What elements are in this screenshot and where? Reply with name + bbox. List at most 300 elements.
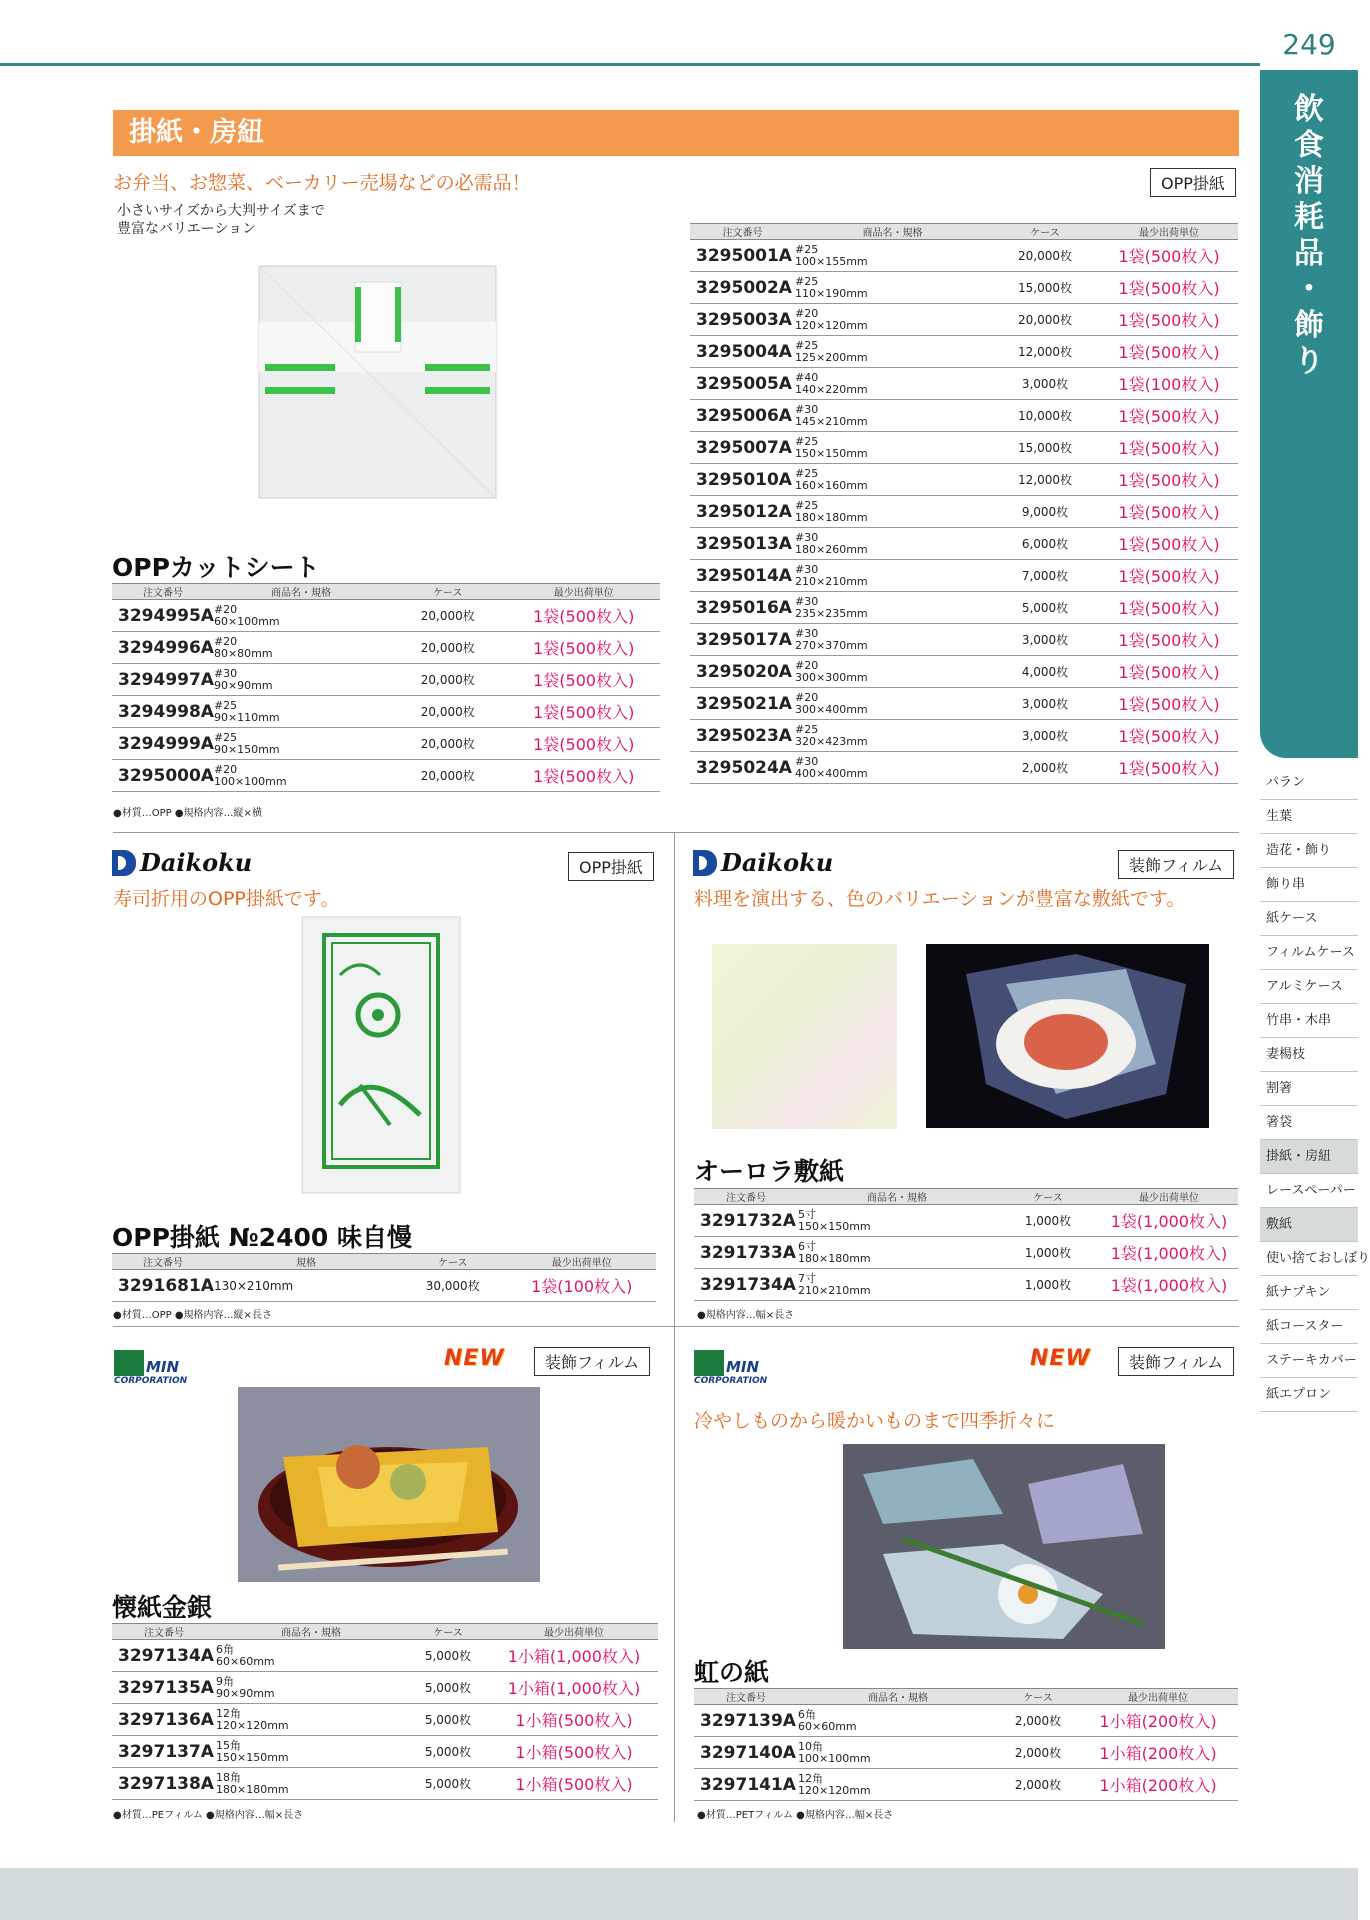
- kaishi-image: [238, 1387, 540, 1582]
- min-shipping-unit: 1小箱(500枚入): [490, 1704, 658, 1736]
- daikoku-mark-icon: [693, 850, 717, 876]
- min-shipping-unit: 1小箱(1,000枚入): [490, 1640, 658, 1672]
- spec-size: 100×155mm: [795, 254, 868, 268]
- spec-size: 300×400mm: [795, 702, 868, 716]
- spec: [795, 560, 990, 592]
- table-row: [690, 656, 1238, 688]
- category-item[interactable]: フィルムケース: [1260, 936, 1358, 970]
- order-code: 3297139A: [694, 1705, 798, 1737]
- spec: [216, 1736, 406, 1768]
- order-code: 3291734A: [694, 1269, 798, 1301]
- min-shipping-unit: 1袋(500枚入): [507, 632, 660, 664]
- opp-cut-note: ●材質…OPP ●規格内容…縦×横: [113, 808, 262, 819]
- min-shipping-unit: 1袋(500枚入): [1100, 752, 1238, 784]
- spec: [798, 1205, 996, 1237]
- category-list: [1260, 766, 1370, 1412]
- niji-note: ●材質…PETフィルム ●規格内容…幅×長さ: [697, 1810, 894, 1821]
- min-shipping-unit: 1小箱(500枚入): [490, 1736, 658, 1768]
- table-row: [112, 760, 660, 792]
- spec: [795, 272, 990, 304]
- table-header: 最少出荷単位: [1100, 224, 1238, 240]
- spec: [795, 400, 990, 432]
- spec-size: 60×100mm: [213, 614, 280, 628]
- table-row: [690, 432, 1238, 464]
- niji-tagline: 冷やしものから暖かいものまで四季折々に: [694, 1410, 1056, 1432]
- spec: [798, 1705, 998, 1737]
- order-code: 3295012A: [690, 496, 795, 528]
- table-header: ケース: [998, 1689, 1078, 1705]
- category-item[interactable]: レースペーパー: [1260, 1174, 1358, 1208]
- order-code: 3294995A: [112, 600, 214, 632]
- case-qty: 12,000枚: [990, 336, 1100, 368]
- category-item[interactable]: 飾り串: [1260, 868, 1358, 902]
- min-shipping-unit: 1袋(500枚入): [1100, 240, 1238, 272]
- order-code: 3294998A: [112, 696, 214, 728]
- order-code: 3294999A: [112, 728, 214, 760]
- order-code: 3295021A: [690, 688, 795, 720]
- order-code: 3295004A: [690, 336, 795, 368]
- spec-size: 180×180mm: [798, 1251, 871, 1265]
- opp-cut-tagline: お弁当、お惣菜、ベーカリー売場などの必需品！: [113, 172, 531, 194]
- table-row: [694, 1737, 1238, 1769]
- spec: [795, 656, 990, 688]
- min-shipping-unit: 1袋(500枚入): [1100, 432, 1238, 464]
- table-row: [690, 336, 1238, 368]
- order-code: 3295014A: [690, 560, 795, 592]
- spec: [214, 696, 388, 728]
- case-qty: 5,000枚: [406, 1736, 490, 1768]
- min-shipping-unit: 1袋(500枚入): [507, 696, 660, 728]
- case-qty: 20,000枚: [388, 728, 507, 760]
- spec-grade: #30: [795, 626, 819, 640]
- table-header: 最少出荷単位: [1078, 1689, 1238, 1705]
- case-qty: 5,000枚: [406, 1640, 490, 1672]
- min-shipping-unit: 1袋(500枚入): [1100, 688, 1238, 720]
- kaishi-tag: 装飾フィルム: [534, 1347, 650, 1376]
- spec-size: 90×90mm: [213, 678, 273, 692]
- table-header: ケース: [996, 1189, 1100, 1205]
- case-qty: 3,000枚: [990, 688, 1100, 720]
- order-code: 3297134A: [112, 1640, 216, 1672]
- spec-size: 140×220mm: [795, 382, 868, 396]
- spec-size: 160×160mm: [795, 478, 868, 492]
- table-row: [112, 1736, 658, 1768]
- spec-grade: #25: [795, 338, 819, 352]
- table-row: [694, 1705, 1238, 1737]
- min-mark-icon: [114, 1350, 144, 1376]
- kaishi-note: ●材質…PEフィルム ●規格内容…幅×長さ: [113, 1810, 304, 1821]
- min-shipping-unit: 1袋(1,000枚入): [1100, 1237, 1238, 1269]
- opp-cut-table-left: [112, 583, 660, 792]
- opp2400-tagline: 寿司折用のOPP掛紙です。: [113, 888, 340, 910]
- table-header: 商品名・規格: [216, 1624, 406, 1640]
- category-item[interactable]: 紙ナプキン: [1260, 1276, 1358, 1310]
- min-shipping-unit: 1小箱(200枚入): [1078, 1705, 1238, 1737]
- spec-grade: #30: [795, 402, 819, 416]
- opp-cut-table-right: [690, 223, 1238, 784]
- category-item[interactable]: ステーキカバー: [1260, 1344, 1358, 1378]
- category-item[interactable]: 紙ケース: [1260, 902, 1358, 936]
- order-code: 3291732A: [694, 1205, 798, 1237]
- min-shipping-unit: 1袋(500枚入): [507, 728, 660, 760]
- spec-size: 180×180mm: [795, 510, 868, 524]
- order-code: 3297141A: [694, 1769, 798, 1801]
- order-code: 3295023A: [690, 720, 795, 752]
- category-item[interactable]: 使い捨ておしぼり: [1260, 1242, 1358, 1276]
- spec-size: 210×210mm: [795, 574, 868, 588]
- spec-size: 235×235mm: [795, 606, 868, 620]
- min-logo-right: MIN CORPORATION: [694, 1350, 784, 1386]
- spec-grade: 5寸: [798, 1207, 816, 1221]
- min-shipping-unit: 1袋(100枚入): [507, 1270, 656, 1302]
- order-code: 3295000A: [112, 760, 214, 792]
- case-qty: 1,000枚: [996, 1269, 1100, 1301]
- table-row: [112, 728, 660, 760]
- table-row: [690, 304, 1238, 336]
- case-qty: 7,000枚: [990, 560, 1100, 592]
- spec-size: 150×150mm: [216, 1750, 289, 1764]
- spec-size: 60×60mm: [798, 1719, 857, 1733]
- category-item[interactable]: 紙コースター: [1260, 1310, 1358, 1344]
- order-code: 3295005A: [690, 368, 795, 400]
- min-shipping-unit: 1袋(500枚入): [1100, 592, 1238, 624]
- spec: [795, 496, 990, 528]
- spec-size: 400×400mm: [795, 766, 868, 780]
- daikoku-logo-right: Daikoku: [693, 848, 833, 877]
- table-row: [690, 720, 1238, 752]
- table-row: [112, 1704, 658, 1736]
- min-shipping-unit: 1小箱(200枚入): [1078, 1737, 1238, 1769]
- opp-cut-title: OPPカットシート: [112, 553, 320, 582]
- spec-size: 100×100mm: [798, 1751, 871, 1765]
- table-row: [694, 1205, 1238, 1237]
- table-header: 商品名・規格: [798, 1189, 996, 1205]
- table-row: [690, 752, 1238, 784]
- case-qty: 20,000枚: [388, 632, 507, 664]
- aurora-sheet-image: [712, 944, 897, 1129]
- aurora-title: オーロラ敷紙: [694, 1157, 845, 1186]
- spec: [216, 1704, 406, 1736]
- sidebar-title: 飲 食 消 耗 品 ・ 飾 り: [1294, 92, 1324, 379]
- spec-grade: 7寸: [798, 1271, 816, 1285]
- order-code: 3295013A: [690, 528, 795, 560]
- table-header: 注文番号: [112, 1254, 214, 1270]
- daikoku-mark-icon: [112, 850, 136, 876]
- table-row: [690, 688, 1238, 720]
- case-qty: 15,000枚: [990, 432, 1100, 464]
- order-code: 3291681A: [112, 1270, 214, 1302]
- opp2400-image: [300, 915, 462, 1195]
- opp2400-tag: OPP掛紙: [568, 852, 654, 881]
- case-qty: 10,000枚: [990, 400, 1100, 432]
- min-shipping-unit: 1袋(500枚入): [1100, 272, 1238, 304]
- section-title: 掛紙・房紐: [113, 110, 1239, 156]
- divider-middle: [113, 832, 1239, 833]
- spec-size: 80×80mm: [213, 646, 273, 660]
- spec-size: 60×60mm: [216, 1654, 275, 1668]
- table-row: [690, 368, 1238, 400]
- spec-grade: 6角: [798, 1707, 816, 1721]
- case-qty: 20,000枚: [990, 304, 1100, 336]
- spec: [214, 632, 388, 664]
- case-qty: 20,000枚: [388, 664, 507, 696]
- order-code: 3295016A: [690, 592, 795, 624]
- spec-size: 150×150mm: [795, 446, 868, 460]
- opp-cut-sheet-image: [255, 262, 500, 502]
- spec-size: 120×120mm: [216, 1718, 289, 1732]
- order-code: 3294996A: [112, 632, 214, 664]
- table-row: [690, 528, 1238, 560]
- daikoku-logo-left: Daikoku: [112, 848, 252, 877]
- opp2400-note: ●材質…OPP ●規格内容…縦×長さ: [113, 1310, 272, 1321]
- spec-size: 320×423mm: [795, 734, 868, 748]
- case-qty: 5,000枚: [406, 1704, 490, 1736]
- spec-grade: #20: [213, 634, 238, 648]
- spec: [795, 688, 990, 720]
- table-header: 最少出荷単位: [507, 1254, 656, 1270]
- divider-vertical: [674, 832, 675, 1822]
- table-header: 規格: [214, 1254, 398, 1270]
- category-item[interactable]: 竹串・木串: [1260, 1004, 1358, 1038]
- case-qty: 12,000枚: [990, 464, 1100, 496]
- case-qty: 5,000枚: [990, 592, 1100, 624]
- aurora-tag: 装飾フィルム: [1118, 850, 1234, 879]
- table-row: [112, 696, 660, 728]
- spec-grade: #30: [795, 754, 819, 768]
- aurora-dish-image: [926, 944, 1209, 1128]
- table-row: [694, 1769, 1238, 1801]
- min-shipping-unit: 1袋(500枚入): [1100, 720, 1238, 752]
- order-code: 3297138A: [112, 1768, 216, 1800]
- table-row: [690, 496, 1238, 528]
- min-shipping-unit: 1袋(500枚入): [1100, 560, 1238, 592]
- spec-grade: #20: [795, 658, 819, 672]
- spec-size: 210×210mm: [798, 1283, 871, 1297]
- spec-size: 90×150mm: [213, 742, 280, 756]
- order-code: 3297137A: [112, 1736, 216, 1768]
- case-qty: 30,000枚: [398, 1270, 507, 1302]
- table-row: [112, 1672, 658, 1704]
- spec-grade: #30: [795, 562, 819, 576]
- min-shipping-unit: 1袋(500枚入): [1100, 464, 1238, 496]
- case-qty: 20,000枚: [388, 696, 507, 728]
- opp2400-table: [112, 1253, 656, 1302]
- min-shipping-unit: 1袋(500枚入): [507, 600, 660, 632]
- table-row: [112, 632, 660, 664]
- spec-grade: #20: [795, 690, 819, 704]
- spec-grade: #25: [795, 434, 819, 448]
- table-row: [112, 1768, 658, 1800]
- category-item[interactable]: 割箸: [1260, 1072, 1358, 1106]
- spec-grade: #25: [795, 274, 819, 288]
- spec-grade: #20: [795, 306, 819, 320]
- spec-grade: #25: [795, 722, 819, 736]
- case-qty: 5,000枚: [406, 1768, 490, 1800]
- spec-size: 180×180mm: [216, 1782, 289, 1796]
- new-badge: NEW: [1030, 1346, 1091, 1371]
- table-row: [112, 1270, 656, 1302]
- min-shipping-unit: 1袋(500枚入): [1100, 400, 1238, 432]
- kaishi-table: [112, 1623, 658, 1800]
- table-header: 最少出荷単位: [1100, 1189, 1238, 1205]
- min-shipping-unit: 1袋(1,000枚入): [1100, 1269, 1238, 1301]
- category-item[interactable]: 掛紙・房紐: [1260, 1140, 1358, 1174]
- niji-tag: 装飾フィルム: [1118, 1347, 1234, 1376]
- table-header: 注文番号: [694, 1689, 798, 1705]
- spec-grade: #25: [795, 498, 819, 512]
- category-item[interactable]: 紙エプロン: [1260, 1378, 1358, 1412]
- spec: [216, 1672, 406, 1704]
- table-header: 注文番号: [694, 1189, 798, 1205]
- order-code: 3295001A: [690, 240, 795, 272]
- category-item[interactable]: 箸袋: [1260, 1106, 1358, 1140]
- spec: [795, 432, 990, 464]
- spec-grade: #20: [213, 602, 238, 616]
- spec: [798, 1269, 996, 1301]
- table-row: [690, 464, 1238, 496]
- min-shipping-unit: 1小箱(500枚入): [490, 1768, 658, 1800]
- spec-size: 120×120mm: [798, 1783, 871, 1797]
- spec: [795, 368, 990, 400]
- min-shipping-unit: 1袋(100枚入): [1100, 368, 1238, 400]
- spec: [214, 760, 388, 792]
- table-row: [690, 400, 1238, 432]
- category-item[interactable]: 敷紙: [1260, 1208, 1358, 1242]
- spec: [795, 464, 990, 496]
- case-qty: 1,000枚: [996, 1237, 1100, 1269]
- table-header: 商品名・規格: [795, 224, 990, 240]
- spec: [216, 1768, 406, 1800]
- spec-size: 150×150mm: [798, 1219, 871, 1233]
- spec-size: 145×210mm: [795, 414, 868, 428]
- opp-cut-desc-1: 小さいサイズから大判サイズまで: [117, 203, 325, 219]
- spec: [798, 1769, 998, 1801]
- spec-grade: 9角: [216, 1674, 234, 1688]
- spec: 130×210mm: [214, 1270, 398, 1302]
- page-number: 249: [1282, 28, 1336, 61]
- min-shipping-unit: 1袋(500枚入): [507, 664, 660, 696]
- table-row: [112, 1640, 658, 1672]
- table-header: ケース: [388, 584, 507, 600]
- table-header: 注文番号: [112, 1624, 216, 1640]
- spec-grade: #30: [795, 594, 819, 608]
- order-code: 3295010A: [690, 464, 795, 496]
- new-badge: NEW: [444, 1346, 505, 1371]
- spec: [214, 600, 388, 632]
- case-qty: 15,000枚: [990, 272, 1100, 304]
- case-qty: 3,000枚: [990, 368, 1100, 400]
- bottom-band: [0, 1868, 1358, 1920]
- spec-size: 300×300mm: [795, 670, 868, 684]
- spec: [795, 592, 990, 624]
- spec-grade: 15角: [216, 1738, 241, 1752]
- aurora-note: ●規格内容…幅×長さ: [697, 1310, 795, 1321]
- spec-size: 110×190mm: [795, 286, 868, 300]
- order-code: 3295003A: [690, 304, 795, 336]
- case-qty: 1,000枚: [996, 1205, 1100, 1237]
- spec: [795, 336, 990, 368]
- spec-grade: #25: [213, 730, 238, 744]
- spec-grade: #20: [213, 762, 238, 776]
- case-qty: 2,000枚: [998, 1705, 1078, 1737]
- category-item[interactable]: 造花・飾り: [1260, 834, 1358, 868]
- spec-grade: #30: [213, 666, 238, 680]
- case-qty: 3,000枚: [990, 624, 1100, 656]
- table-header: ケース: [990, 224, 1100, 240]
- min-shipping-unit: 1小箱(1,000枚入): [490, 1672, 658, 1704]
- table-header: 注文番号: [112, 584, 214, 600]
- spec-grade: #40: [795, 370, 819, 384]
- opp2400-title: OPP掛紙 №2400 味自慢: [112, 1223, 412, 1252]
- niji-image: [843, 1444, 1165, 1649]
- case-qty: 20,000枚: [388, 600, 507, 632]
- order-code: 3295007A: [690, 432, 795, 464]
- niji-title: 虹の紙: [694, 1658, 770, 1687]
- opp-cut-desc-2: 豊富なバリエーション: [117, 221, 257, 237]
- category-item[interactable]: アルミケース: [1260, 970, 1358, 1004]
- table-row: [690, 240, 1238, 272]
- order-code: 3295002A: [690, 272, 795, 304]
- category-item[interactable]: パラン: [1260, 766, 1358, 800]
- category-item[interactable]: 生葉: [1260, 800, 1358, 834]
- spec: [795, 624, 990, 656]
- spec: [795, 752, 990, 784]
- spec-grade: 6寸: [798, 1239, 816, 1253]
- min-shipping-unit: 1袋(500枚入): [1100, 624, 1238, 656]
- divider-lower: [113, 1326, 1239, 1327]
- table-header: ケース: [406, 1624, 490, 1640]
- spec: [795, 528, 990, 560]
- spec: [216, 1640, 406, 1672]
- table-header: 商品名・規格: [214, 584, 388, 600]
- order-code: 3295006A: [690, 400, 795, 432]
- order-code: 3297140A: [694, 1737, 798, 1769]
- case-qty: 2,000枚: [990, 752, 1100, 784]
- table-header: ケース: [398, 1254, 507, 1270]
- aurora-table: [694, 1188, 1238, 1301]
- min-logo-left: MIN CORPORATION: [114, 1350, 204, 1386]
- spec-size: 90×90mm: [216, 1686, 275, 1700]
- spec-grade: #25: [795, 466, 819, 480]
- table-row: [694, 1237, 1238, 1269]
- spec-grade: 6角: [216, 1642, 234, 1656]
- spec: [795, 304, 990, 336]
- spec: [798, 1737, 998, 1769]
- spec: [795, 240, 990, 272]
- spec-size: 270×370mm: [795, 638, 868, 652]
- order-code: 3295020A: [690, 656, 795, 688]
- table-row: [690, 592, 1238, 624]
- table-row: [690, 624, 1238, 656]
- case-qty: 20,000枚: [990, 240, 1100, 272]
- spec-grade: 12角: [216, 1706, 241, 1720]
- spec-grade: #25: [213, 698, 238, 712]
- table-row: [112, 664, 660, 696]
- opp-cut-tag: OPP掛紙: [1150, 168, 1236, 197]
- min-shipping-unit: 1袋(1,000枚入): [1100, 1205, 1238, 1237]
- case-qty: 20,000枚: [388, 760, 507, 792]
- order-code: 3297136A: [112, 1704, 216, 1736]
- table-row: [112, 600, 660, 632]
- niji-table: [694, 1688, 1238, 1801]
- order-code: 3295017A: [690, 624, 795, 656]
- table-header: 最少出荷単位: [507, 584, 660, 600]
- min-mark-icon: [694, 1350, 724, 1376]
- table-row: [694, 1269, 1238, 1301]
- category-item[interactable]: 妻楊枝: [1260, 1038, 1358, 1072]
- spec-grade: 18角: [216, 1770, 241, 1784]
- spec-size: 120×120mm: [795, 318, 868, 332]
